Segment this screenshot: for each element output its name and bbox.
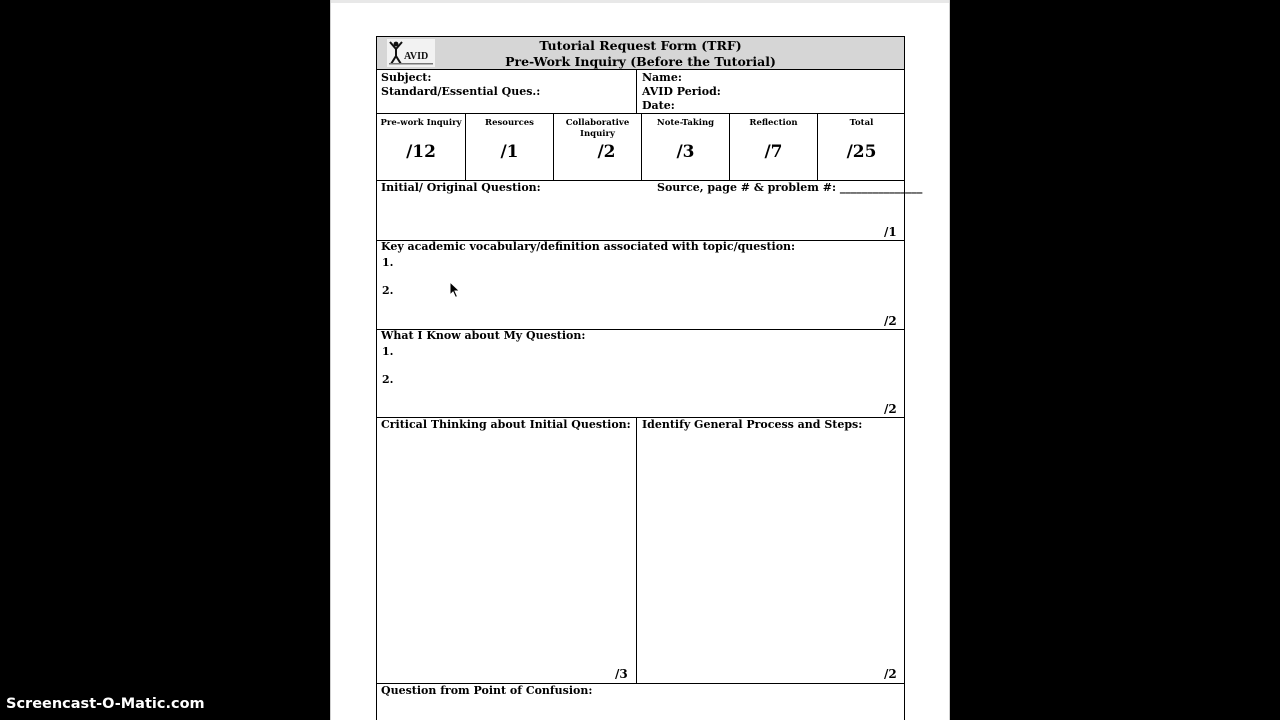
score-value: /1 (500, 142, 519, 162)
score-header: Note-Taking (656, 118, 715, 128)
avid-logo (387, 39, 435, 67)
score-cell-resources (466, 114, 553, 180)
vocabulary-label: Key academic vocabulary/definition associated with topic/question: (381, 240, 796, 253)
vocabulary-points: /2 (884, 314, 897, 328)
score-value: /7 (764, 142, 783, 162)
score-header: Reflection (749, 118, 798, 128)
section-divider (636, 418, 637, 684)
critical-thinking-points: /3 (615, 667, 628, 681)
initial-question-label: Initial/ Original Question: (381, 181, 541, 194)
name-label: Name: (642, 71, 682, 84)
what-i-know-item-1: 1. (382, 345, 394, 358)
score-header: Collaborative Inquiry (565, 118, 630, 139)
score-value: /2 (597, 142, 616, 162)
form-subtitle: Pre-Work Inquiry (Before the Tutorial) (505, 54, 776, 69)
what-i-know-label: What I Know about My Question: (381, 329, 586, 342)
avid-period-label: AVID Period: (642, 85, 721, 98)
form-title: Tutorial Request Form (TRF) (539, 38, 742, 53)
mouse-cursor-icon (449, 281, 461, 299)
svg-text:AVID: AVID (404, 51, 429, 62)
score-cell-reflection (730, 114, 817, 180)
page-top-edge (331, 0, 949, 3)
general-process-label: Identify General Process and Steps: (642, 418, 863, 431)
date-label: Date: (642, 99, 675, 112)
score-header: Resources (485, 118, 534, 128)
info-divider (636, 70, 637, 114)
confusion-question-label: Question from Point of Confusion: (381, 684, 593, 697)
screencast-watermark: Screencast-O-Matic.com (6, 696, 205, 712)
score-cell-prework (377, 114, 465, 180)
standard-question-label: Standard/Essential Ques.: (381, 85, 541, 98)
subject-label: Subject: (381, 71, 432, 84)
score-cell-collaborative (554, 114, 641, 180)
vocabulary-item-1: 1. (382, 256, 394, 269)
score-value: /12 (406, 142, 436, 162)
score-cell-note-taking (642, 114, 729, 180)
form-title-bar (377, 37, 904, 70)
score-header: Pre-work Inquiry (380, 118, 462, 128)
initial-question-points: /1 (884, 225, 897, 239)
score-cell-total (818, 114, 905, 180)
what-i-know-points: /2 (884, 402, 897, 416)
general-process-points: /2 (884, 667, 897, 681)
what-i-know-item-2: 2. (382, 373, 394, 386)
vocabulary-item-2: 2. (382, 284, 394, 297)
critical-thinking-label: Critical Thinking about Initial Question: (381, 418, 631, 431)
tutorial-request-form (376, 36, 923, 720)
score-header: Total (849, 118, 874, 128)
score-value: /25 (846, 142, 877, 162)
source-label: Source, page # & problem #: _______________ (657, 181, 923, 194)
score-value: /3 (676, 142, 695, 162)
